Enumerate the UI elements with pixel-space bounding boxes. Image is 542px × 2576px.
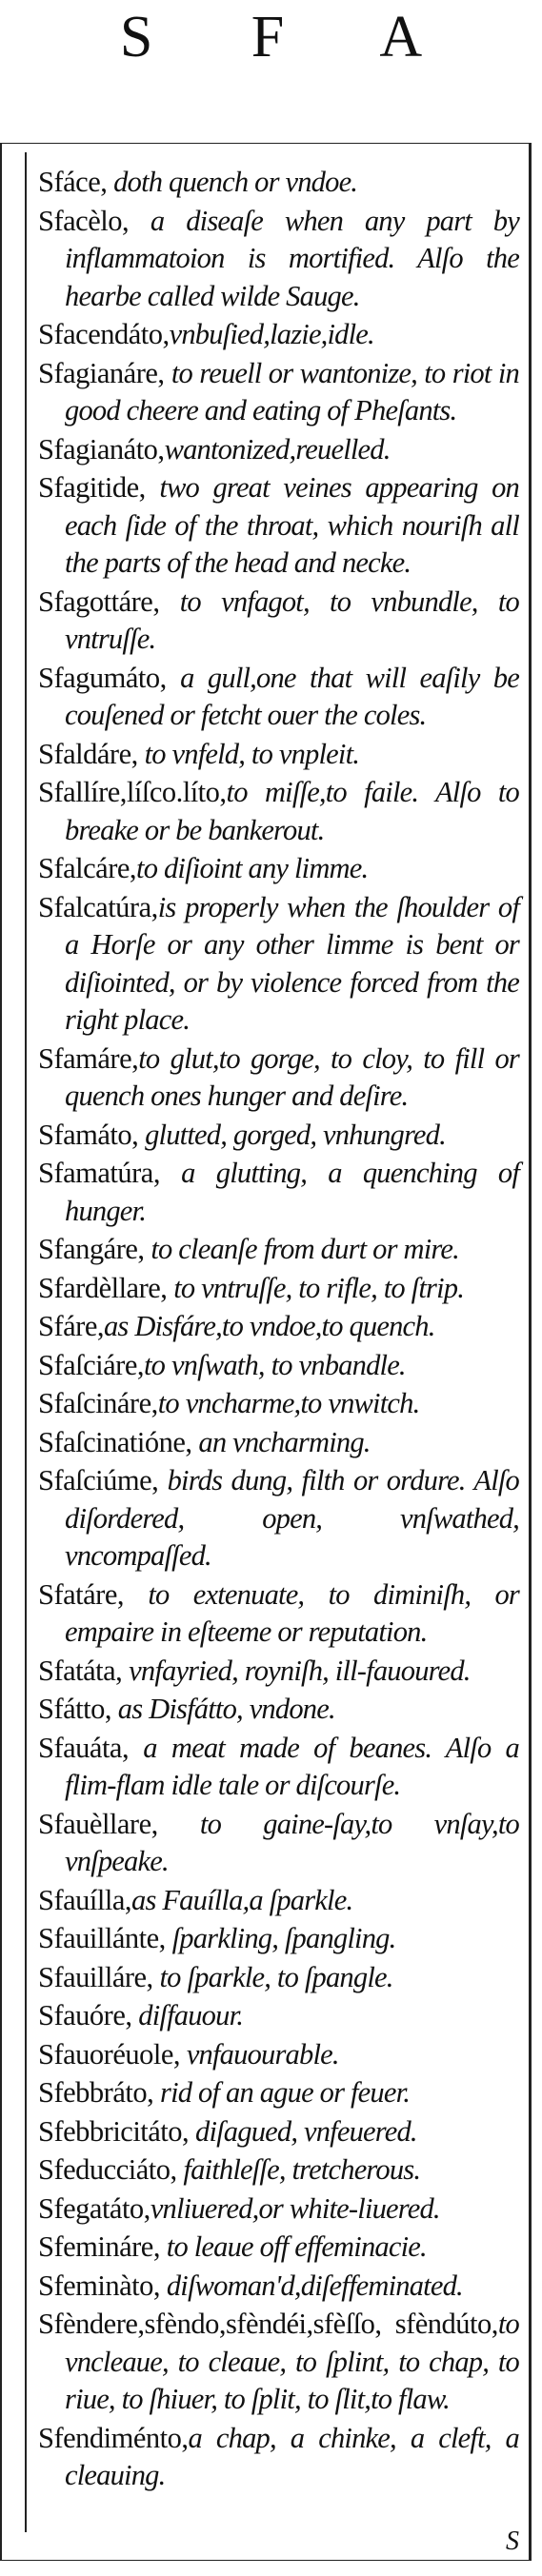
entry-definition: a chap, a chinke, a cleft, a cleauing. <box>65 2421 519 2491</box>
dictionary-entry <box>38 2190 519 2229</box>
column-rule <box>25 152 27 2532</box>
page-header <box>0 0 542 112</box>
entry-definition: two great veines appearing on each ſide of the throat, which nouriſh all the parts of the head and necke. <box>65 471 519 579</box>
entry-definition: to cleanſe from durt or mire. <box>144 1233 459 1265</box>
entry-definition: a gull,one that will eaſily be couſened or fetcht ouer the coles. <box>65 661 519 731</box>
entry-headword: Sfamáto, <box>38 1118 139 1151</box>
dictionary-entry <box>38 2074 519 2112</box>
entry-definition: birds dung, filth or ordure. Alſo diſordered, open, vnſwathed, vncompaſſed. <box>65 1464 519 1572</box>
entry-headword: Sfangáre, <box>38 1233 145 1265</box>
entry-headword: Sfatáre, <box>38 1577 124 1611</box>
entry-definition: to vnfeld, to vnpleit. <box>137 737 360 770</box>
entry-headword: Sfatáta, <box>38 1654 123 1687</box>
entry-headword: Sfallíre,líſco.líto, <box>38 776 227 808</box>
entry-definition: to glut,to gorge, to cloy, to fill or quench ones hunger and deſire. <box>65 1041 519 1112</box>
entry-definition: faithleſſe, tretcherous. <box>176 2153 421 2186</box>
entry-headword: Sfalcatúra, <box>38 890 158 923</box>
entry-definition: to extenuate, to diminiſh, or empaire in eſteeme or reputation. <box>65 1577 519 1648</box>
dictionary-entry <box>38 1231 519 1269</box>
dictionary-entry <box>38 774 519 849</box>
entry-headword: Sfauoréuole, <box>38 2037 180 2071</box>
entry-definition: to vncleaue, to cleaue, to ſplint, to chap, to riue, to ſhiuer, to ſplit, to ſlit,to flaw. <box>65 2308 519 2415</box>
dictionary-entry <box>38 736 519 774</box>
entry-headword: Sfauóre, <box>38 1999 132 2031</box>
entry-headword: Sfamatúra, <box>38 1157 160 1189</box>
dictionary-entry <box>38 1155 519 1230</box>
dictionary-entry <box>38 1424 519 1462</box>
entry-definition: vnfayried, royniſh, ill-fauoured. <box>122 1654 471 1687</box>
entry-headword: Sfacèlo, <box>38 204 130 237</box>
entry-headword: Sfagottáre, <box>38 585 160 618</box>
entry-headword: Sfagianáre, <box>38 356 165 389</box>
dictionary-entry <box>38 1270 519 1308</box>
entry-definition: to diſioint any limme. <box>136 852 369 884</box>
entry-headword: Sfauáta, <box>38 1731 130 1764</box>
dictionary-entry <box>38 203 519 316</box>
dictionary-entry <box>38 1462 519 1575</box>
entry-headword: Sfaſciúme, <box>38 1464 159 1496</box>
entry-definition: glutted, gorged, vnhungred. <box>138 1118 446 1151</box>
entry-headword: Sfagitide, <box>38 471 146 504</box>
dictionary-entry <box>38 2306 519 2419</box>
entry-definition: is properly when the ſhoulder of a Horſe or any other limme is bent or diſiointed, or by violence forced from the right place. <box>65 890 519 1036</box>
entry-definition: as Fauílla,a ſparkle. <box>131 1883 353 1916</box>
dictionary-entry <box>38 2229 519 2267</box>
catchword: S <box>506 2526 519 2556</box>
entry-headword: Sfaſcinatióne, <box>38 1425 192 1458</box>
dictionary-entry <box>38 1959 519 1997</box>
dictionary-entry <box>38 1730 519 1805</box>
entry-definition: to ſparkle, to ſpangle. <box>152 1960 393 1993</box>
entry-headword: Sfáce, <box>38 166 108 198</box>
dictionary-entry <box>38 1347 519 1385</box>
entry-definition: doth quench or vndoe. <box>107 166 358 198</box>
dictionary-entry <box>38 889 519 1040</box>
dictionary-entry <box>38 660 519 735</box>
entry-definition: a glutting, a quenching of hunger. <box>65 1157 519 1227</box>
dictionary-entry <box>38 1920 519 1958</box>
entry-headword: Sfardèllare, <box>38 1271 168 1304</box>
dictionary-entry <box>38 584 519 659</box>
dictionary-entry <box>38 469 519 583</box>
entry-definition: to miſſe,to faile. Alſo to breake or be bankerout. <box>65 776 519 846</box>
entry-definition: ſparkling, ſpangling. <box>165 1922 396 1954</box>
dictionary-entry <box>38 1040 519 1116</box>
entry-headword: Sfauilláre, <box>38 1960 153 1993</box>
dictionary-entry <box>38 1691 519 1729</box>
dictionary-entry <box>38 1308 519 1346</box>
entry-headword: Sfauílla, <box>38 1883 131 1916</box>
entry-headword: Sfagianáto, <box>38 432 165 466</box>
entry-headword: Sfaldáre, <box>38 737 138 770</box>
dictionary-entry <box>38 2420 519 2495</box>
entry-headword: Sfauillánte, <box>38 1922 166 1954</box>
entry-definition: diſwoman'd,diſeffeminated. <box>160 2269 463 2302</box>
dictionary-entry <box>38 164 519 202</box>
dictionary-entry <box>38 1997 519 2035</box>
entry-definition: a meat made of beanes. Alſo a flim-flam idle tale or diſcourſe. <box>65 1731 519 1801</box>
dictionary-entry <box>38 2113 519 2151</box>
entry-definition: vnbuſied,lazie,idle. <box>169 318 374 350</box>
dictionary-entry <box>38 2151 519 2190</box>
dictionary-entry <box>38 2036 519 2074</box>
dictionary-entry <box>38 1117 519 1155</box>
entry-headword: Sfeminàto, <box>38 2269 160 2302</box>
entry-definition: to vntruſſe, to rifle, to ſtrip. <box>167 1271 465 1304</box>
dictionary-entry <box>38 2268 519 2306</box>
entry-definition: an vncharming. <box>191 1425 371 1458</box>
entry-headword: Sfebbricitáto, <box>38 2114 190 2148</box>
entry-definition: diſfauour. <box>131 1999 244 2031</box>
entry-definition: as Disfátto, vndone. <box>110 1693 335 1725</box>
entry-definition: to vnfagot, to vnbundle, to vntruſſe. <box>65 585 519 655</box>
dictionary-entry <box>38 1806 519 1881</box>
entry-headword: Sfemináre, <box>38 2230 160 2263</box>
entry-definition: to vncharme,to vnwitch. <box>157 1387 420 1419</box>
dictionary-entry <box>38 316 519 354</box>
entry-headword: Sfendiménto, <box>38 2421 189 2454</box>
entry-headword: Sfauèllare, <box>38 1807 158 1840</box>
entry-headword: Sfegatáto, <box>38 2191 151 2225</box>
dictionary-entry <box>38 1576 519 1652</box>
entry-definition: vnfauourable. <box>180 2037 339 2071</box>
entry-headword: Sfaſcináre, <box>38 1387 158 1419</box>
entry-headword: Sfaſciáre, <box>38 1348 144 1381</box>
entry-headword: Sfalcáre, <box>38 852 137 884</box>
entry-headword: Sfamáre, <box>38 1041 139 1075</box>
entry-headword: Sfáre, <box>38 1310 104 1342</box>
entry-definition: a diseaſe when any part by inflammatoion is mortified. Alſo the hearbe called wilde Sauge. <box>65 204 519 312</box>
entry-definition: rid of an ague or feuer. <box>153 2076 411 2109</box>
dictionary-entry <box>38 1882 519 1920</box>
entry-definition: wantonized,reuelled. <box>164 432 391 466</box>
dictionary-entry <box>38 1653 519 1691</box>
entry-definition: as Disfáre,to vndoe,to quench. <box>103 1310 435 1342</box>
entry-headword: Sfátto, <box>38 1693 111 1725</box>
entry-definition: to leaue off effeminacie. <box>159 2230 427 2263</box>
dictionary-entry <box>38 431 519 469</box>
entry-definition: diſagued, vnfeuered. <box>189 2114 417 2148</box>
entry-definition: to gaine-ſay,to vnſay,to vnſpeake. <box>65 1807 519 1877</box>
dictionary-entry <box>38 1385 519 1423</box>
entry-definition: to vnſwath, to vnbandle. <box>144 1348 406 1381</box>
entry-headword: Sfebbráto, <box>38 2076 154 2109</box>
dictionary-entry <box>38 355 519 430</box>
entry-headword: Sfagumáto, <box>38 661 167 694</box>
entry-headword: Sfèndere,sfèndo,sfèndéi,sfèſſo, sfèndúto, <box>38 2308 498 2340</box>
dictionary-entry <box>38 850 519 888</box>
entry-headword: Sfeducciáto, <box>38 2153 177 2186</box>
page-title: S F A <box>119 5 465 69</box>
entry-definition: vnliuered,or white-liuered. <box>150 2191 440 2225</box>
entry-definition: to reuell or wantonize, to riot in good cheere and eating of Pheſants. <box>65 356 519 426</box>
dictionary-entries <box>38 164 519 2496</box>
entry-headword: Sfacendáto, <box>38 318 170 350</box>
